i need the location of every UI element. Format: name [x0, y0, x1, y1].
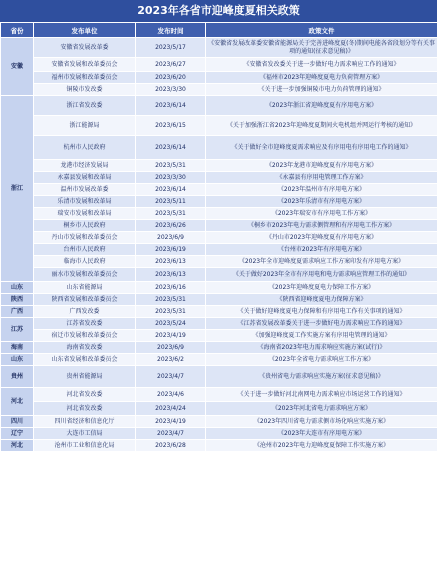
table-row: [1, 354, 437, 366]
unit-cell: 贵州省能源局: [34, 366, 136, 388]
doc-cell: 《贵州省电力需求响应实施方案(征求意见稿)》: [206, 366, 437, 388]
table-header-row: [1, 23, 437, 38]
date-cell: 2023/6/26: [136, 220, 206, 232]
doc-cell: 《2023年浙江省迎峰度夏有序用电方案》: [206, 96, 437, 116]
province-cell: 山东: [1, 282, 34, 294]
table-row: [1, 58, 437, 72]
unit-cell: 安徽省发展和改革委员会: [34, 58, 136, 72]
date-cell: 2023/6/9: [136, 232, 206, 244]
doc-cell: 《加强迎峰度夏工作实施方案有序用电管理的通知》: [206, 330, 437, 342]
table-row: [1, 136, 437, 160]
doc-cell: 《2023年乐清市有序用电方案》: [206, 196, 437, 208]
table-row: [1, 160, 437, 172]
unit-cell: 龙港市经济发展局: [34, 160, 136, 172]
doc-cell: 《2023年全省电力需求响应工作方案》: [206, 354, 437, 366]
unit-cell: 台州市人民政府: [34, 244, 136, 256]
date-cell: 2023/3/30: [136, 172, 206, 184]
doc-cell: 《关于进一步做好河北南网电力需求响应市场运营工作的通知》: [206, 388, 437, 402]
table-row: [1, 330, 437, 342]
header-province: 省份: [1, 23, 34, 38]
page-title: 2023年各省市迎峰度夏相关政策: [0, 0, 437, 22]
province-cell: 辽宁: [1, 428, 34, 440]
table-row: [1, 220, 437, 232]
unit-cell: 浙江省发改委: [34, 96, 136, 116]
table-row: [1, 72, 437, 84]
doc-cell: 《安徽省发改委关于进一步做好电力需求响应工作的通知》: [206, 58, 437, 72]
table-row: [1, 282, 437, 294]
doc-cell: 《关于做好2023年全市有序用电和电力需求响应管理工作的通知》: [206, 268, 437, 282]
unit-cell: 丽水市发展和改革委员会: [34, 268, 136, 282]
date-cell: 2023/6/19: [136, 244, 206, 256]
table-row: [1, 84, 437, 96]
date-cell: 2023/6/16: [136, 282, 206, 294]
doc-cell: 《2023年全市迎峰度夏需求响应工作方案印发有序用电方案》: [206, 256, 437, 268]
unit-cell: 大连市工信局: [34, 428, 136, 440]
doc-cell: 《江苏省发展改革委关于进一步做好电力需求响应工作的通知》: [206, 318, 437, 330]
policy-table-body: [1, 38, 437, 452]
date-cell: 2023/4/7: [136, 428, 206, 440]
unit-cell: 山东省发展和改革委员会: [34, 354, 136, 366]
unit-cell: 浙江能源局: [34, 116, 136, 136]
unit-cell: 广西发改委: [34, 306, 136, 318]
date-cell: 2023/5/31: [136, 160, 206, 172]
date-cell: 2023/4/24: [136, 402, 206, 416]
unit-cell: 山东省能源局: [34, 282, 136, 294]
table-row: [1, 184, 437, 196]
date-cell: 2023/6/28: [136, 440, 206, 452]
province-cell: 海南: [1, 342, 34, 354]
table-row: [1, 38, 437, 58]
date-cell: 2023/5/31: [136, 294, 206, 306]
doc-cell: 《安徽省发展改革委安徽省能源局关于完善进峰度夏(冬)期间电能各省段划分等有关事项的通知(征求意见稿)》: [206, 38, 437, 58]
unit-cell: 桐乡市人民政府: [34, 220, 136, 232]
province-cell: 江苏: [1, 318, 34, 342]
doc-cell: 《关于做好全市迎峰度夏需求响应及有序用电有序用电工作的通知》: [206, 136, 437, 160]
table-row: [1, 366, 437, 388]
doc-cell: 《2023年温州市有序用电方案》: [206, 184, 437, 196]
province-cell: 四川: [1, 416, 34, 428]
table-row: [1, 294, 437, 306]
doc-cell: 《关于做好迎峰度夏电力保障和有序用电工作有关事项的通知》: [206, 306, 437, 318]
table-row: [1, 172, 437, 184]
doc-cell: 《2023年迎峰度夏电力保障工作方案》: [206, 282, 437, 294]
unit-cell: 杭州市人民政府: [34, 136, 136, 160]
doc-cell: 《关于加强浙江省2023年迎峰度夏期间火电机组并网运行考核的通知》: [206, 116, 437, 136]
date-cell: 2023/4/19: [136, 416, 206, 428]
doc-cell: 《永嘉县有序用电管理工作方案》: [206, 172, 437, 184]
province-cell: 安徽: [1, 38, 34, 96]
unit-cell: 河北省发改委: [34, 402, 136, 416]
doc-cell: 《桐乡市2023年电力需求侧管理和有序用电工作方案》: [206, 220, 437, 232]
date-cell: 2023/5/31: [136, 208, 206, 220]
doc-cell: 《2023年大连市有序用电方案》: [206, 428, 437, 440]
unit-cell: 乐清市发展和改革局: [34, 196, 136, 208]
province-cell: 河北: [1, 440, 34, 452]
table-row: [1, 96, 437, 116]
province-cell: 陕西: [1, 294, 34, 306]
table-row: [1, 428, 437, 440]
date-cell: 2023/6/13: [136, 268, 206, 282]
date-cell: 2023/6/9: [136, 342, 206, 354]
date-cell: 2023/6/13: [136, 256, 206, 268]
unit-cell: 临海市人民政府: [34, 256, 136, 268]
policy-table: [0, 22, 437, 452]
table-row: [1, 256, 437, 268]
table-row: [1, 402, 437, 416]
date-cell: 2023/4/6: [136, 388, 206, 402]
unit-cell: 江苏省发改委: [34, 318, 136, 330]
unit-cell: 铜陵市发改委: [34, 84, 136, 96]
date-cell: 2023/6/14: [136, 96, 206, 116]
date-cell: 2023/4/19: [136, 330, 206, 342]
table-row: [1, 306, 437, 318]
province-cell: 浙江: [1, 96, 34, 282]
doc-cell: 《关于进一步加强铜陵市电力负荷管理的通知》: [206, 84, 437, 96]
unit-cell: 丹山市发展和改革委员会: [34, 232, 136, 244]
unit-cell: 四川省经济和信息化厅: [34, 416, 136, 428]
doc-cell: 《2023年河北省电力需求响应方案》: [206, 402, 437, 416]
header-doc: 政策文件: [206, 23, 437, 38]
province-cell: 河北: [1, 388, 34, 416]
table-row: [1, 342, 437, 354]
doc-cell: 《沧州市2023年电力迎峰度夏保障工作实施方案》: [206, 440, 437, 452]
doc-cell: 《海南省2023年电力需求响应实施方案(试行)》: [206, 342, 437, 354]
table-row: [1, 388, 437, 402]
unit-cell: 永嘉县发展和改革局: [34, 172, 136, 184]
date-cell: 2023/3/30: [136, 84, 206, 96]
header-date: 发布时间: [136, 23, 206, 38]
table-row: [1, 116, 437, 136]
doc-cell: 《2023年四川省电力需求侧市场化响应实施方案》: [206, 416, 437, 428]
date-cell: 2023/6/27: [136, 58, 206, 72]
unit-cell: 福州市发展和改革委员会: [34, 72, 136, 84]
doc-cell: 《台州市2023年有序用电方案》: [206, 244, 437, 256]
province-cell: 贵州: [1, 366, 34, 388]
unit-cell: 温州市发展改革委: [34, 184, 136, 196]
unit-cell: 河北省发改委: [34, 388, 136, 402]
doc-cell: 《丹山市2023年迎峰度夏有序用电方案》: [206, 232, 437, 244]
unit-cell: 宿迁市发展和改革委员会: [34, 330, 136, 342]
date-cell: 2023/5/11: [136, 196, 206, 208]
unit-cell: 沧州市工业和信息化局: [34, 440, 136, 452]
date-cell: 2023/6/14: [136, 136, 206, 160]
table-row: [1, 440, 437, 452]
date-cell: 2023/6/20: [136, 72, 206, 84]
unit-cell: 陕西省发展和改革委员会: [34, 294, 136, 306]
date-cell: 2023/5/31: [136, 306, 206, 318]
doc-cell: 《福州市2023年迎峰度夏电力负荷管理方案》: [206, 72, 437, 84]
unit-cell: 安徽省发展改革委: [34, 38, 136, 58]
table-row: [1, 208, 437, 220]
province-cell: 山东: [1, 354, 34, 366]
table-row: [1, 318, 437, 330]
header-unit: 发布单位: [34, 23, 136, 38]
doc-cell: 《陕西省迎峰度夏电力保障方案》: [206, 294, 437, 306]
province-cell: 广西: [1, 306, 34, 318]
table-row: [1, 244, 437, 256]
table-row: [1, 416, 437, 428]
date-cell: 2023/5/24: [136, 318, 206, 330]
doc-cell: 《2023年龙港市迎峰度夏有序用电方案》: [206, 160, 437, 172]
table-row: [1, 196, 437, 208]
table-row: [1, 232, 437, 244]
date-cell: 2023/6/15: [136, 116, 206, 136]
date-cell: 2023/5/17: [136, 38, 206, 58]
date-cell: 2023/6/14: [136, 184, 206, 196]
doc-cell: 《2023年瑞安市有序用电工作方案》: [206, 208, 437, 220]
unit-cell: 瑞安市发展和改革局: [34, 208, 136, 220]
date-cell: 2023/4/7: [136, 366, 206, 388]
unit-cell: 海南省发改委: [34, 342, 136, 354]
date-cell: 2023/6/2: [136, 354, 206, 366]
table-row: [1, 268, 437, 282]
